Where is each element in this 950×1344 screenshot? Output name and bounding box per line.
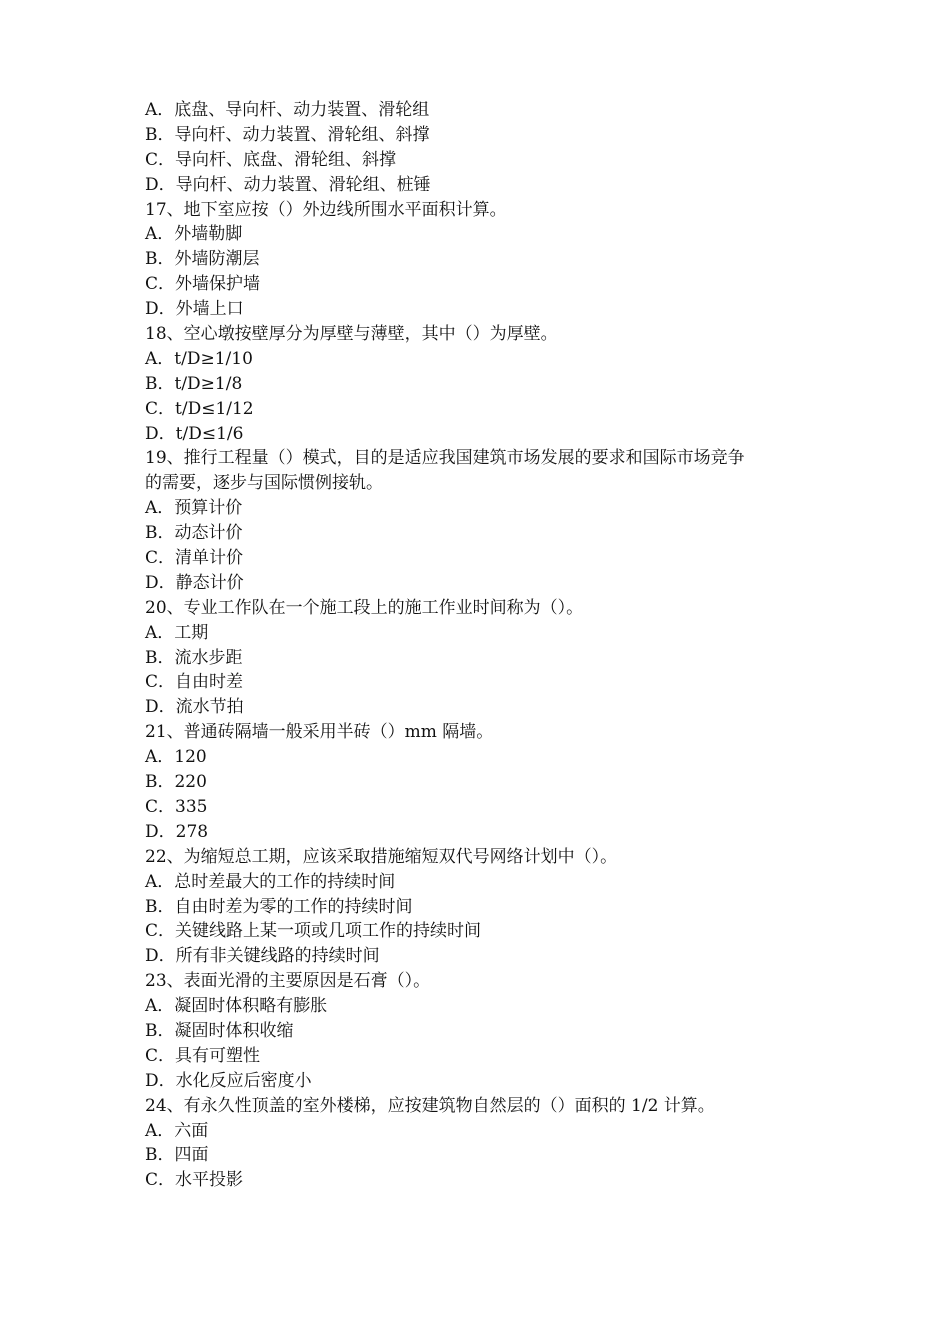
option-text: C．关键线路上某一项或几项工作的持续时间 <box>145 921 482 942</box>
option-text: B．四面 <box>145 1145 209 1166</box>
option-text: D．流水节拍 <box>145 697 244 718</box>
option-text: C．清单计价 <box>145 548 244 569</box>
option-text: C．具有可塑性 <box>145 1045 261 1066</box>
option-text: A．凝固时体积略有膨胀 <box>145 996 328 1017</box>
option-text: A．预算计价 <box>145 498 243 519</box>
option-text: C．335 <box>145 796 208 817</box>
question-text: 17、地下室应按（）外边线所围水平面积计算。 <box>145 199 507 220</box>
question-text-continued: 的需要，逐步与国际惯例接轨。 <box>145 473 383 494</box>
option-text: A．总时差最大的工作的持续时间 <box>145 871 396 892</box>
option-text: D．导向杆、动力装置、滑轮组、桩锤 <box>145 174 431 195</box>
option-text: B．流水步距 <box>145 647 243 668</box>
question-text: 21、普通砖隔墙一般采用半砖（）mm 隔墙。 <box>145 722 494 743</box>
option-text: A．六面 <box>145 1120 209 1141</box>
option-text: A．120 <box>145 747 207 768</box>
option-text: A．底盘、导向杆、动力装置、滑轮组 <box>145 100 430 120</box>
option-text: D．278 <box>145 821 209 842</box>
option-text: A．外墙勒脚 <box>145 224 243 245</box>
option-text: D．t/D≤1/6 <box>145 423 244 444</box>
option-text: A．工期 <box>145 622 209 643</box>
option-text: D．静态计价 <box>145 572 244 593</box>
option-text: A．t/D≥1/10 <box>145 348 253 369</box>
question-text: 19、推行工程量（）模式，目的是适应我国建筑市场发展的要求和国际市场竞争 <box>145 448 745 469</box>
option-text: B．动态计价 <box>145 523 243 544</box>
option-text: B．t/D≥1/8 <box>145 373 243 394</box>
option-text: C．水平投影 <box>145 1170 244 1191</box>
question-text: 22、为缩短总工期，应该采取措施缩短双代号网络计划中（）。 <box>145 846 618 867</box>
option-text: C．导向杆、底盘、滑轮组、斜撑 <box>145 149 397 170</box>
option-text: D．外墙上口 <box>145 299 244 320</box>
question-text: 24、有永久性顶盖的室外楼梯，应按建筑物自然层的（）面积的 1/2 计算。 <box>145 1095 715 1116</box>
option-text: C．外墙保护墙 <box>145 274 261 295</box>
option-text: B．导向杆、动力装置、滑轮组、斜撑 <box>145 124 430 145</box>
option-text: B．凝固时体积收缩 <box>145 1020 294 1041</box>
option-text: D．水化反应后密度小 <box>145 1070 312 1091</box>
option-text: C．t/D≤1/12 <box>145 398 254 419</box>
option-text: D．所有非关键线路的持续时间 <box>145 946 380 967</box>
question-text: 20、专业工作队在一个施工段上的施工作业时间称为（）。 <box>145 597 584 618</box>
option-text: B．外墙防潮层 <box>145 249 260 270</box>
option-text: B．220 <box>145 772 207 793</box>
question-text: 18、空心墩按壁厚分为厚壁与薄壁，其中（）为厚壁。 <box>145 324 558 345</box>
question-text: 23、表面光滑的主要原因是石膏（）。 <box>145 971 431 992</box>
option-text: B．自由时差为零的工作的持续时间 <box>145 896 413 917</box>
exam-question-list <box>145 98 825 1193</box>
option-text: C．自由时差 <box>145 672 244 693</box>
